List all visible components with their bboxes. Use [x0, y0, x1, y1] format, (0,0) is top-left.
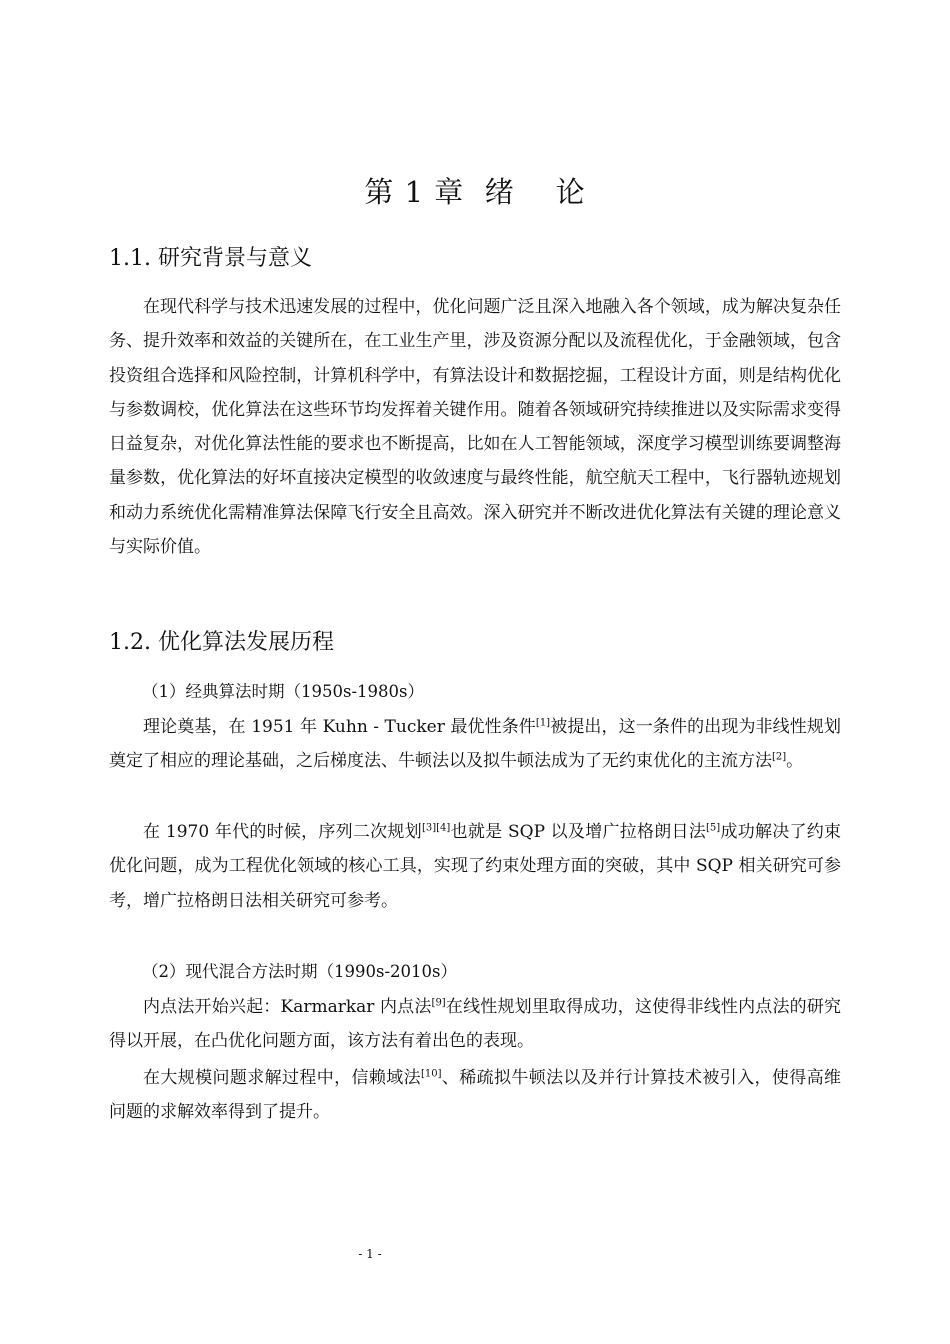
citation-10[interactable]: [10] — [420, 1068, 442, 1080]
period-1-paragraph-1: 理论奠基，在 1951 年 Kuhn - Tucker 最优性条件[1]被提出，这一条件的出现为非线性规划奠定了相应的理论基础，之后梯度法、牛顿法以及拟牛顿法成为了无约束优化的主流方法[2]。 — [109, 717, 841, 772]
period-2-label: （2）现代混合方法时期（1990s-2010s） — [142, 962, 457, 981]
period-2-paragraph-2: 在大规模问题求解过程中，信赖域法[10]、稀疏拟牛顿法以及并行计算技术被引入，使得高维问题的求解效率得到了提升。 — [109, 1068, 842, 1123]
period-2-paragraph-1: 内点法开始兴起：Karmarkar 内点法[9]在线性规划里取得成功，这使得非线性内点法的研究得以开展，在凸优化问题方面，该方法有着出色的表现。 — [109, 997, 841, 1052]
citation-1[interactable]: [1] — [535, 717, 551, 729]
citation-2[interactable]: [2] — [772, 751, 787, 763]
section-heading-1-1: 1.1. 研究背景与意义 — [109, 246, 312, 271]
section-heading-1-2: 1.2. 优化算法发展历程 — [109, 630, 334, 655]
citation-9[interactable]: [9] — [431, 997, 446, 1009]
citation-5[interactable]: [5] — [706, 822, 721, 834]
chapter-title: 第 1 章 绪 论 — [364, 175, 586, 209]
citation-3-4[interactable]: [3][4] — [421, 822, 451, 834]
page-number: - 1 - — [358, 1247, 382, 1261]
section-1-1-paragraph: 在现代科学与技术迅速发展的过程中，优化问题广泛且深入地融入各个领域，成为解决复杂任务、提升效率和效益的关键所在，在工业生产里，涉及资源分配以及流程优化，于金融领域，包含投资组合选择和风险控制，计算机科学中，有算法设计和数据挖掘，工程设计方面，则是结构优化与参数调校，优化算法在这些环节均发挥着关键作用。随着各领域研究持续推进以及实际需求变得日益复杂，对优化算法性能的要求也不断提高，比如在人工智能领域，深度学习模型训练要调整海量参数，优化算法的好坏直接决定模型的收敛速度与最终性能，航空航天工程中，飞行器轨迹规划和动力系统优化需精准算法保障飞行安全且高效。深入研究并不断改进优化算法有关键的理论意义与实际价值。 — [109, 297, 841, 558]
period-1-label: （1）经典算法时期（1950s-1980s） — [142, 682, 424, 701]
period-1-paragraph-2: 在 1970 年代的时候，序列二次规划[3][4]也就是 SQP 以及增广拉格朗日法[5]成功解决了约束优化问题，成为工程优化领域的核心工具，实现了约束处理方面的突破，其中 SQP 相关研究可参考，增广拉格朗日法相关研究可参考。 — [109, 822, 841, 911]
